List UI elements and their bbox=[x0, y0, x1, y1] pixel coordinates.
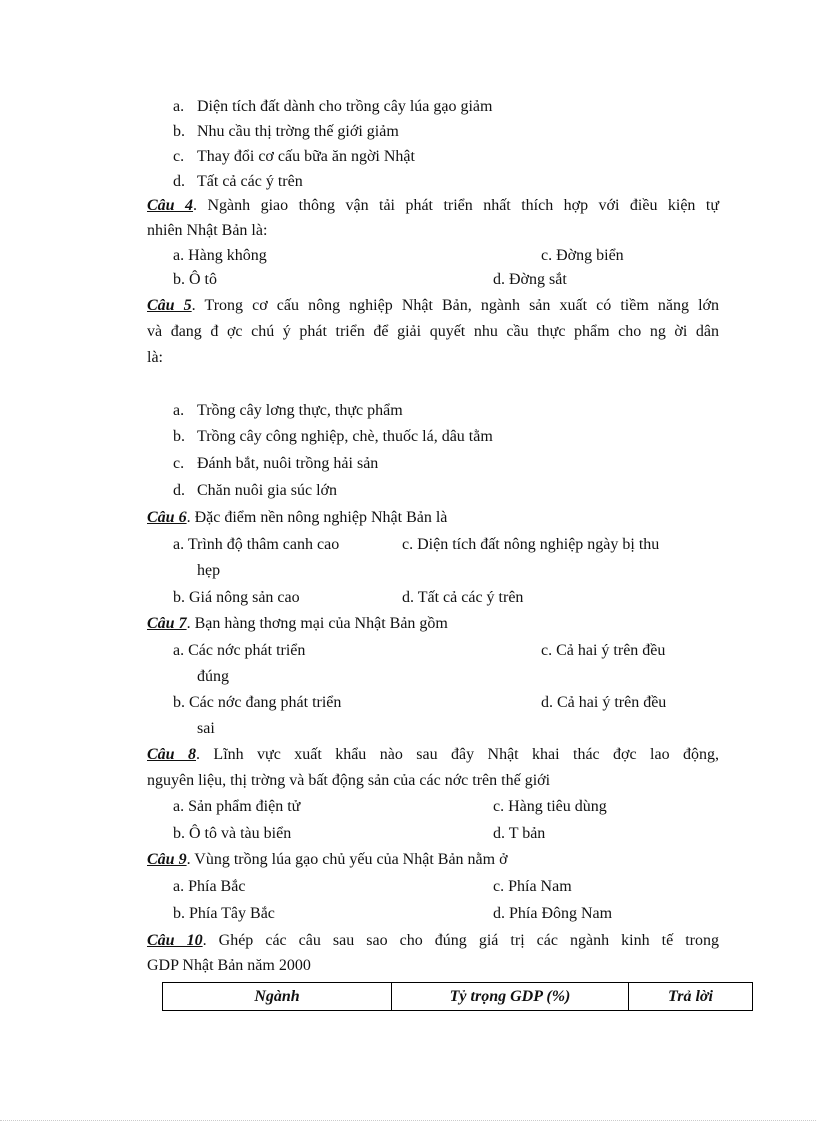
q7-option-c-cont: đúng bbox=[197, 668, 229, 685]
q4-option-d: d. Đờng sắt bbox=[493, 271, 567, 288]
page-bottom-divider bbox=[0, 1120, 816, 1121]
q5-option-d: d. Chăn nuôi gia súc lớn bbox=[173, 482, 337, 499]
q7-option-b: b. Các nớc đang phát triển bbox=[173, 694, 342, 711]
q6-option-a: a. Trình độ thâm canh cao bbox=[173, 536, 340, 553]
q4-label: Câu 4 bbox=[147, 197, 194, 214]
q4-option-c: c. Đờng biển bbox=[541, 247, 624, 264]
q7-question: Câu 7. Bạn hàng thơng mại của Nhật Bản gồm bbox=[147, 615, 448, 632]
q8-option-c: c. Hàng tiêu dùng bbox=[493, 798, 607, 815]
q8-option-a: a. Sản phẩm điện tử bbox=[173, 798, 301, 815]
q9-label: Câu 9 bbox=[147, 851, 187, 868]
q5-option-c: c. Đánh bắt, nuôi trồng hải sản bbox=[173, 455, 379, 472]
q9-question: Câu 9. Vùng trồng lúa gạo chủ yếu của Nhật Bản nằm ở bbox=[147, 851, 508, 868]
q4-question: Câu 4. Ngành giao thông vận tải phát triển nhất thích hợp với điều kiện tự bbox=[147, 197, 719, 214]
q4-option-a: a. Hàng không bbox=[173, 247, 267, 264]
header-tra-loi: Trả lời bbox=[629, 983, 753, 1011]
q5-option-a: a. Trồng cây lơng thực, thực phẩm bbox=[173, 402, 403, 419]
header-nganh: Ngành bbox=[163, 983, 392, 1011]
q6-option-d: d. Tất cả các ý trên bbox=[402, 589, 524, 606]
q8-label: Câu 8 bbox=[147, 746, 196, 763]
q7-option-d: d. Cả hai ý trên đều bbox=[541, 694, 667, 711]
q7-option-c: c. Cả hai ý trên đều bbox=[541, 642, 666, 659]
q5-question-end: là: bbox=[147, 349, 163, 366]
q7-label: Câu 7 bbox=[147, 615, 187, 632]
q7-option-a: a. Các nớc phát triển bbox=[173, 642, 306, 659]
q9-option-b: b. Phía Tây Bắc bbox=[173, 905, 275, 922]
q5-label: Câu 5 bbox=[147, 297, 192, 314]
q8-question: Câu 8. Lĩnh vực xuất khẩu nào sau đây Nhật khai thác đợc lao động, bbox=[147, 746, 720, 763]
gdp-table-header-row bbox=[163, 983, 753, 1011]
q10-label: Câu 10 bbox=[147, 932, 203, 949]
q9-option-d: d. Phía Đông Nam bbox=[493, 905, 613, 922]
header-ty-trong-gdp: Tỷ trọng GDP (%) bbox=[392, 983, 629, 1011]
q5-question: Câu 5. Trong cơ cấu nông nghiệp Nhật Bản, ngành sản xuất có tiềm năng lớn bbox=[147, 297, 719, 314]
q8-question-cont: nguyên liệu, thị trờng và bất động sản của các nớc trên thế giới bbox=[147, 772, 551, 789]
q4-question-cont: nhiên Nhật Bản là: bbox=[147, 222, 268, 239]
q9-option-a: a. Phía Bắc bbox=[173, 878, 246, 895]
q6-option-c-cont: hẹp bbox=[197, 562, 221, 579]
q8-option-b: b. Ô tô và tàu biển bbox=[173, 825, 292, 842]
q10-question-cont: GDP Nhật Bản năm 2000 bbox=[147, 957, 311, 974]
q6-option-c: c. Diện tích đất nông nghiệp ngày bị thu bbox=[402, 536, 660, 553]
q5-question-cont: và đang đ ợc chú ý phát triển để giải quyết nhu cầu thực phẩm cho ng ời dân bbox=[147, 323, 719, 340]
gdp-table bbox=[162, 982, 753, 1011]
q6-question: Câu 6. Đặc điểm nền nông nghiệp Nhật Bản là bbox=[147, 509, 448, 526]
q6-option-b: b. Giá nông sản cao bbox=[173, 589, 300, 606]
q5-option-b: b. Trồng cây công nghiệp, chè, thuốc lá, dâu tằm bbox=[173, 428, 493, 445]
q3-option-c: c. Thay đổi cơ cấu bữa ăn ngời Nhật bbox=[173, 148, 415, 165]
q4-option-b: b. Ô tô bbox=[173, 271, 217, 288]
q7-option-d-cont: sai bbox=[197, 720, 215, 737]
q10-question: Câu 10. Ghép các câu sau sao cho đúng giá trị các ngành kinh tế trong bbox=[147, 932, 719, 949]
q3-option-a: a. Diện tích đất dành cho trồng cây lúa gạo giảm bbox=[173, 98, 493, 115]
q6-label: Câu 6 bbox=[147, 509, 187, 526]
q3-option-b: b. Nhu cầu thị trờng thế giới giảm bbox=[173, 123, 399, 140]
q3-option-d: d. Tất cả các ý trên bbox=[173, 173, 303, 190]
q9-option-c: c. Phía Nam bbox=[493, 878, 572, 895]
q8-option-d: d. T bản bbox=[493, 825, 546, 842]
